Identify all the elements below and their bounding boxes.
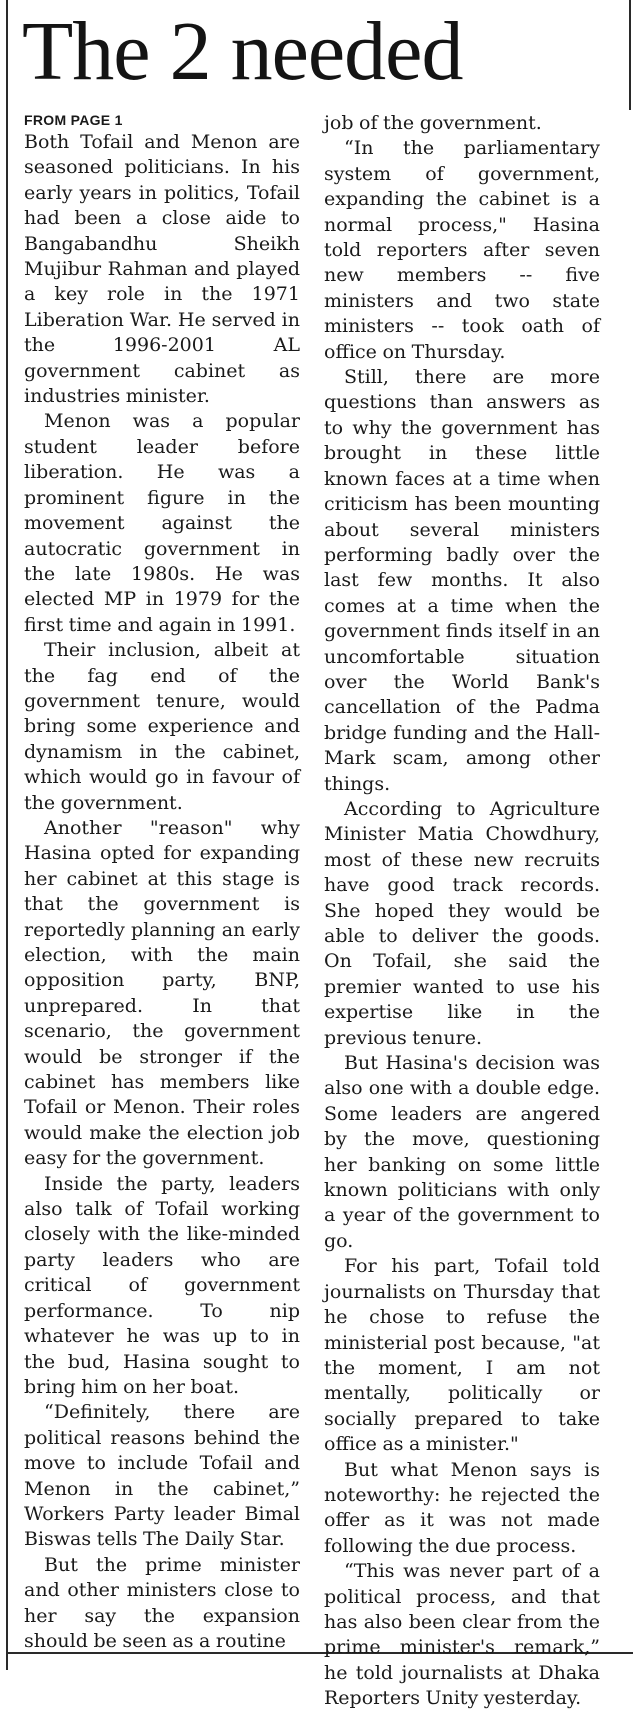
left-column-rule <box>6 0 8 1670</box>
paragraph: job of the government. <box>324 112 542 134</box>
paragraph: Another "reason" why Hasina opted for expanding her cabinet at this stage is that the government is reportedly planning an early election, with the main opposition party, BNP, unprepared. In that scenario, the government would be stronger if the cabinet has members like Tofail or Menon. Their roles would make the election job easy for the government. <box>24 816 300 1170</box>
paragraph: Menon was a popular student leader before liberation. He was a prominent figure in the movement against the autocratic government in the late 1980s. He was elected MP in 1979 for the first time and again in 1991. <box>24 410 300 636</box>
paragraph: But Hasina's decision was also one with a double edge. Some leaders are angered by the move, questioning her banking on some little known politicians with only a year of the government to go. <box>324 1052 600 1252</box>
right-edge-rule <box>629 0 631 110</box>
jump-kicker: FROM PAGE 1 <box>24 112 123 128</box>
paragraph: Both Tofail and Menon are seasoned politicians. In his early years in politics, Tofail had been a close aide to Bangabandhu Sheikh Mujibur Rahman and played a key role in the 1971 Liberation War. He served in the 1996-2001 AL government cabinet as industries minister. <box>24 131 300 408</box>
article-column-right <box>324 111 600 1712</box>
paragraph: Their inclusion, albeit at the fag end of the government tenure, would bring some experience and dynamism in the cabinet, which would go in favour of the government. <box>24 639 300 814</box>
paragraph: According to Agriculture Minister Matia Chowdhury, most of these new recruits have good track records. She hoped they would be able to deliver the goods. On Tofail, she said the premier wanted to use his expertise like in the previous tenure. <box>324 797 600 1049</box>
paragraph: Still, there are more questions than answers as to why the government has brought in these little known faces at a time when criticism has been mounting about several ministers performing badly over the last few months. It also comes at a time when the government finds itself in an uncomfortable situation over the World Bank's cancellation of the Padma bridge funding and the Hall-Mark scam, among other things. <box>324 366 600 795</box>
paragraph: But what Menon says is noteworthy: he rejected the offer as it was not made following the due process. <box>324 1458 600 1557</box>
paragraph: “In the parliamentary system of government, expanding the cabinet is a normal process," Hasina told reporters after seven new members -- five ministers and two state ministers -- took oath of office on Thursday. <box>324 137 600 363</box>
headline: The 2 needed <box>22 5 463 98</box>
paragraph: Inside the party, leaders also talk of Tofail working closely with the like-minded party leaders who are critical of government performance. To nip whatever he was up to in the bud, Hasina sought to bring him on her boat. <box>24 1172 300 1398</box>
article-column-left <box>24 111 300 1654</box>
paragraph: For his part, Tofail told journalists on Thursday that he chose to refuse the ministerial post because, "at the moment, I am not mentally, politically or socially prepared to take office as a minister." <box>324 1255 600 1456</box>
paragraph: “Definitely, there are political reasons behind the move to include Tofail and Menon in the cabinet,” Workers Party leader Bimal Biswas tells The Daily Star. <box>24 1401 300 1551</box>
paragraph: But the prime minister and other ministers close to her say the expansion should be seen as a routine <box>24 1553 300 1652</box>
paragraph: “This was never part of a political process, and that has also been clear from the prime minister's remark,” he told journalists at Dhaka Reporters Unity yesterday. <box>324 1560 600 1710</box>
